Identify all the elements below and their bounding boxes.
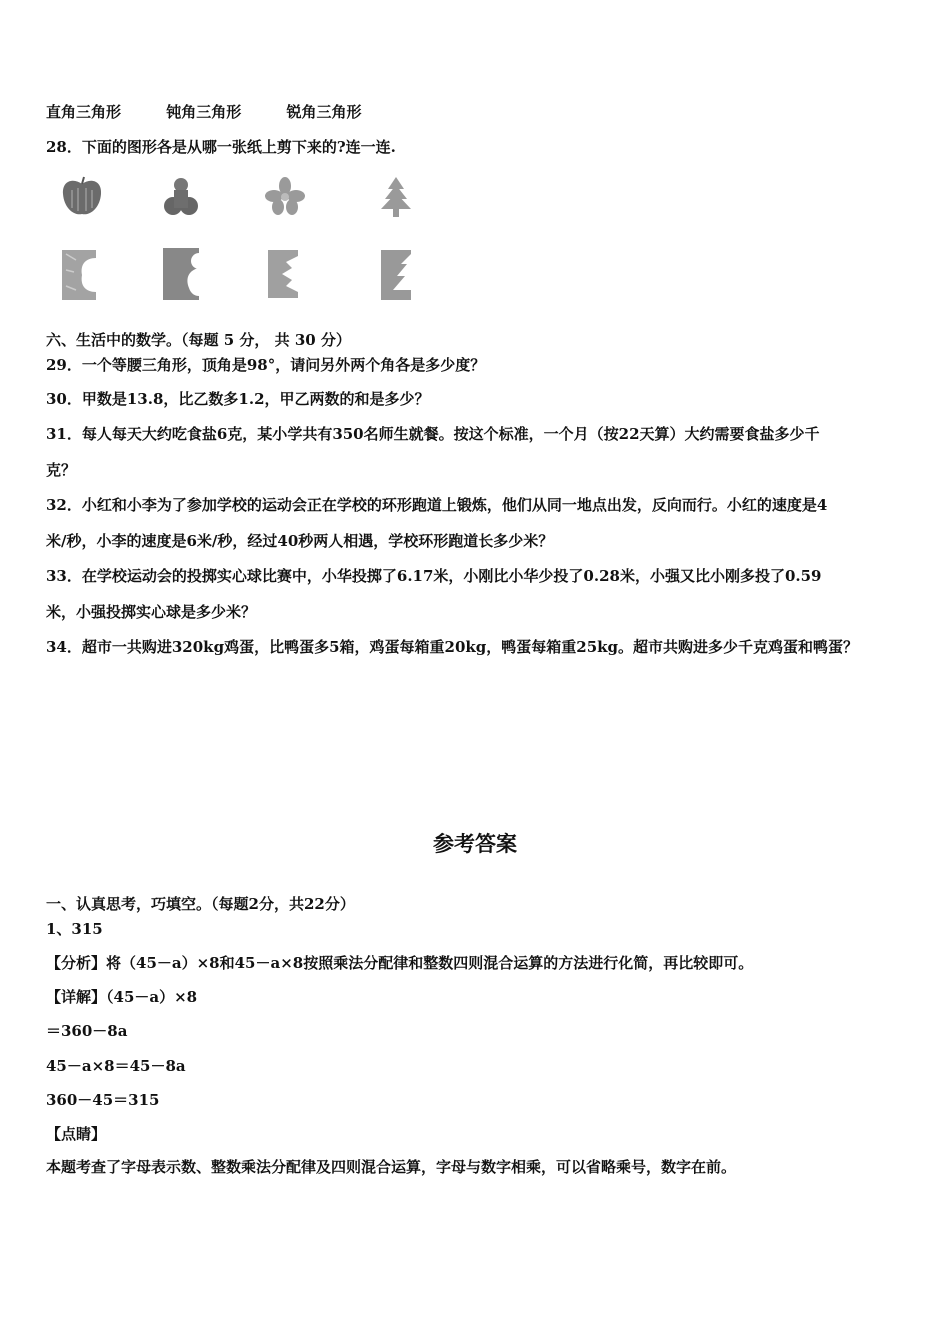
section-6-heading: 六、生活中的数学。（每题 5 分， 共 30 分） bbox=[46, 331, 351, 349]
question-28: 28．下面的图形各是从哪一张纸上剪下来的?连一连. bbox=[46, 138, 396, 156]
step-2: 45－a×8＝45－8a bbox=[46, 1057, 186, 1075]
flower-shape-figure bbox=[264, 176, 306, 216]
tip-heading: 【点睛】 bbox=[46, 1125, 107, 1143]
paper-cut-tree-figure bbox=[381, 250, 411, 300]
question-34: 34．超市一共购进320kg鸡蛋，比鸭蛋多5箱，鸡蛋每箱重20kg，鸭蛋每箱重25kg。超市共购进多少千克鸡蛋和鸭蛋？ bbox=[46, 638, 859, 656]
detail-heading: 【详解】（45－a）×8 bbox=[46, 988, 198, 1006]
question-30: 30．甲数是13.8，比乙数多1.2，甲乙两数的和是多少？ bbox=[46, 390, 430, 408]
answers-title: 参考答案 bbox=[433, 832, 517, 856]
gourd-shape-figure bbox=[164, 174, 198, 220]
analysis-text: 【分析】将（45－a）×8和45－a×8按照乘法分配律和整数四则混合运算的方法进行化简，再比较即可。 bbox=[46, 954, 754, 972]
paper-cut-apple-figure bbox=[62, 250, 96, 300]
paper-cut-flower-figure bbox=[268, 250, 298, 298]
tree-shape-figure bbox=[377, 175, 415, 219]
answer-1: 1、315 bbox=[46, 920, 103, 938]
answer-section-1-heading: 一、认真思考，巧填空。（每题2分，共22分） bbox=[46, 895, 355, 913]
step-1: ＝360－8a bbox=[46, 1022, 128, 1040]
triangle-label-acute: 锐角三角形 bbox=[286, 103, 362, 121]
apple-shape-figure bbox=[60, 176, 104, 218]
question-31-line1: 31．每人每天大约吃食盐6克，某小学共有350名师生就餐。按这个标准，一个月（按22天算）大约需要食盐多少千 bbox=[46, 425, 820, 443]
paper-cut-gourd-figure bbox=[163, 248, 199, 300]
question-33-line1: 33．在学校运动会的投掷实心球比赛中，小华投掷了6.17米，小刚比小华少投了0.28米，小强又比小刚多投了0.59 bbox=[46, 567, 822, 585]
triangle-options bbox=[46, 102, 402, 122]
question-29: 29．一个等腰三角形，顶角是98°，请问另外两个角各是多少度？ bbox=[46, 356, 486, 374]
summary-text: 本题考查了字母表示数、整数乘法分配律及四则混合运算，字母与数字相乘，可以省略乘号，数字在前。 bbox=[46, 1158, 737, 1176]
triangle-label-right: 直角三角形 bbox=[46, 103, 122, 121]
question-32-line2: 米/秒，小李的速度是6米/秒，经过40秒两人相遇，学校环形跑道长多少米？ bbox=[46, 532, 554, 550]
question-31-line2: 克？ bbox=[46, 461, 77, 479]
question-33-line2: 米，小强投掷实心球是多少米？ bbox=[46, 603, 257, 621]
question-32-line1: 32．小红和小李为了参加学校的运动会正在学校的环形跑道上锻炼，他们从同一地点出发，反向而行。小红的速度是4 bbox=[46, 496, 828, 514]
triangle-label-obtuse: 钝角三角形 bbox=[166, 103, 242, 121]
step-3: 360－45＝315 bbox=[46, 1091, 160, 1109]
